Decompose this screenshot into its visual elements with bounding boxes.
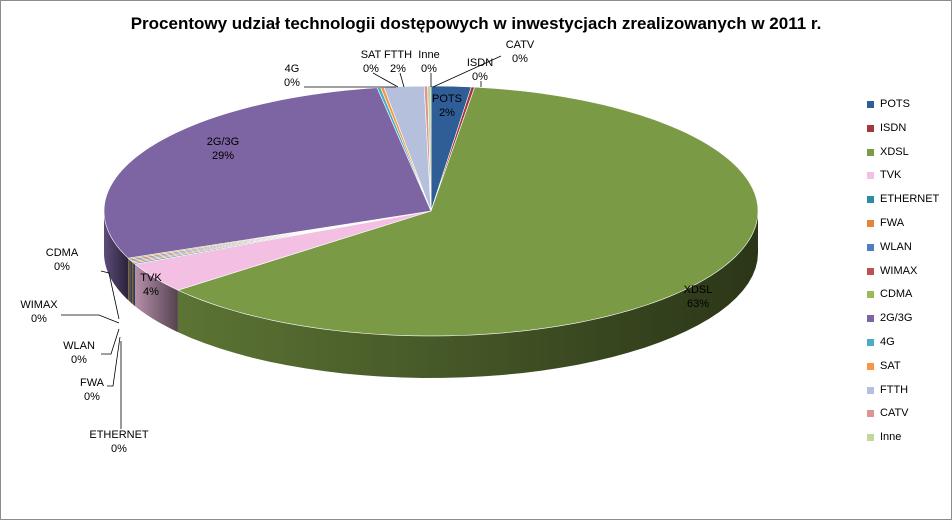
data-label-value-fwa: 0%: [84, 391, 100, 403]
legend: [867, 97, 949, 454]
legend-item-inne: [867, 430, 949, 454]
leader-line-sat: [373, 73, 398, 87]
legend-item-cdma: [867, 287, 949, 311]
pie-side-fwa: [132, 262, 133, 305]
legend-item-isdn: [867, 121, 949, 145]
legend-swatch-2g-3g: [867, 315, 874, 322]
legend-swatch-wimax: [867, 268, 874, 275]
legend-swatch-ftth: [867, 387, 874, 394]
legend-label-fwa: FWA: [880, 216, 905, 229]
data-label-name-isdn: ISDN: [466, 57, 494, 69]
data-label-value-ethernet: 0%: [111, 443, 127, 455]
data-label-value-wimax: 0%: [31, 313, 47, 325]
data-label-value-wlan: 0%: [71, 354, 87, 366]
legend-label-xdsl: XDSL: [880, 145, 909, 158]
data-label-name-fwa: FWA: [79, 377, 105, 389]
legend-item-fwa: [867, 216, 949, 240]
legend-label-wimax: WIMAX: [880, 264, 918, 277]
legend-label-2g-3g: 2G/3G: [880, 312, 913, 325]
pie-side-wlan: [131, 261, 132, 304]
legend-swatch-cdma: [867, 291, 874, 298]
legend-label-isdn: ISDN: [880, 121, 907, 134]
data-label-name-ftth: FTTH: [383, 49, 413, 61]
data-label-value-pots: 2%: [439, 107, 455, 119]
data-label-value-sat: 0%: [363, 63, 379, 75]
legend-item-xdsl: [867, 145, 949, 169]
data-label-name-pots: POTS: [432, 93, 462, 105]
legend-label-cdma: CDMA: [880, 288, 913, 301]
legend-label-sat: SAT: [880, 359, 901, 372]
data-label-name-4g: 4G: [284, 63, 300, 75]
leader-line-wimax: [61, 315, 119, 323]
data-label-value-inne: 0%: [421, 63, 437, 75]
legend-item-ftth: [867, 383, 949, 407]
pie-side-cdma: [128, 258, 129, 301]
legend-label-catv: CATV: [880, 407, 909, 420]
data-label-name-sat: SAT: [360, 49, 382, 61]
data-label-value-isdn: 0%: [472, 71, 488, 83]
legend-swatch-isdn: [867, 125, 874, 132]
legend-label-inne: Inne: [880, 431, 902, 444]
leader-line-ftth: [400, 73, 404, 87]
pie-side-wimax: [129, 259, 130, 302]
legend-item-ethernet: [867, 192, 949, 216]
data-label-name-wlan: WLAN: [63, 340, 95, 352]
legend-item-wlan: [867, 240, 949, 264]
data-label-value-tvk: 4%: [143, 286, 159, 298]
legend-label-ethernet: ETHERNET: [880, 193, 940, 206]
legend-swatch-pots: [867, 101, 874, 108]
legend-swatch-wlan: [867, 244, 874, 251]
legend-swatch-fwa: [867, 220, 874, 227]
legend-label-wlan: WLAN: [880, 240, 912, 253]
pie-side-ethernet: [134, 263, 135, 306]
legend-swatch-catv: [867, 410, 874, 417]
legend-swatch-tvk: [867, 172, 874, 179]
legend-label-tvk: TVK: [880, 169, 902, 182]
legend-label-4g: 4G: [880, 335, 895, 348]
legend-swatch-inne: [867, 434, 874, 441]
data-label-value-ftth: 2%: [390, 63, 406, 75]
data-label-name-cdma: CDMA: [45, 247, 79, 259]
data-label-value-4g: 0%: [284, 77, 300, 89]
legend-swatch-xdsl: [867, 149, 874, 156]
data-label-name-inne: Inne: [418, 49, 440, 61]
legend-item-2g-3g: [867, 311, 949, 335]
data-label-value-2g-3g: 29%: [211, 150, 235, 162]
legend-item-sat: [867, 359, 949, 383]
legend-swatch-ethernet: [867, 196, 874, 203]
data-label-value-catv: 0%: [512, 53, 528, 65]
data-label-name-tvk: TVK: [140, 272, 162, 284]
data-label-name-2g-3g: 2G/3G: [206, 136, 240, 148]
legend-label-ftth: FTTH: [880, 383, 909, 396]
legend-item-wimax: [867, 264, 949, 288]
pie-chart: [1, 1, 951, 519]
legend-label-pots: POTS: [880, 98, 910, 110]
data-label-value-xdsl: 63%: [686, 298, 710, 310]
chart-title: Procentowy udział technologii dostępowych w inwestycjach zrealizowanych w 2011 r.: [130, 14, 822, 33]
legend-item-catv: [867, 406, 949, 430]
data-label-name-wimax: WIMAX: [20, 299, 58, 311]
legend-item-4g: [867, 335, 949, 359]
leader-line-wlan: [101, 329, 119, 354]
legend-item-pots: [867, 97, 949, 121]
legend-swatch-4g: [867, 339, 874, 346]
data-label-name-xdsl: XDSL: [683, 284, 713, 296]
data-label-value-cdma: 0%: [54, 261, 70, 273]
leader-line-fwa: [107, 337, 120, 386]
legend-item-tvk: [867, 168, 949, 192]
data-label-name-catv: CATV: [505, 39, 535, 51]
legend-swatch-sat: [867, 363, 874, 370]
data-label-name-ethernet: ETHERNET: [89, 429, 149, 441]
